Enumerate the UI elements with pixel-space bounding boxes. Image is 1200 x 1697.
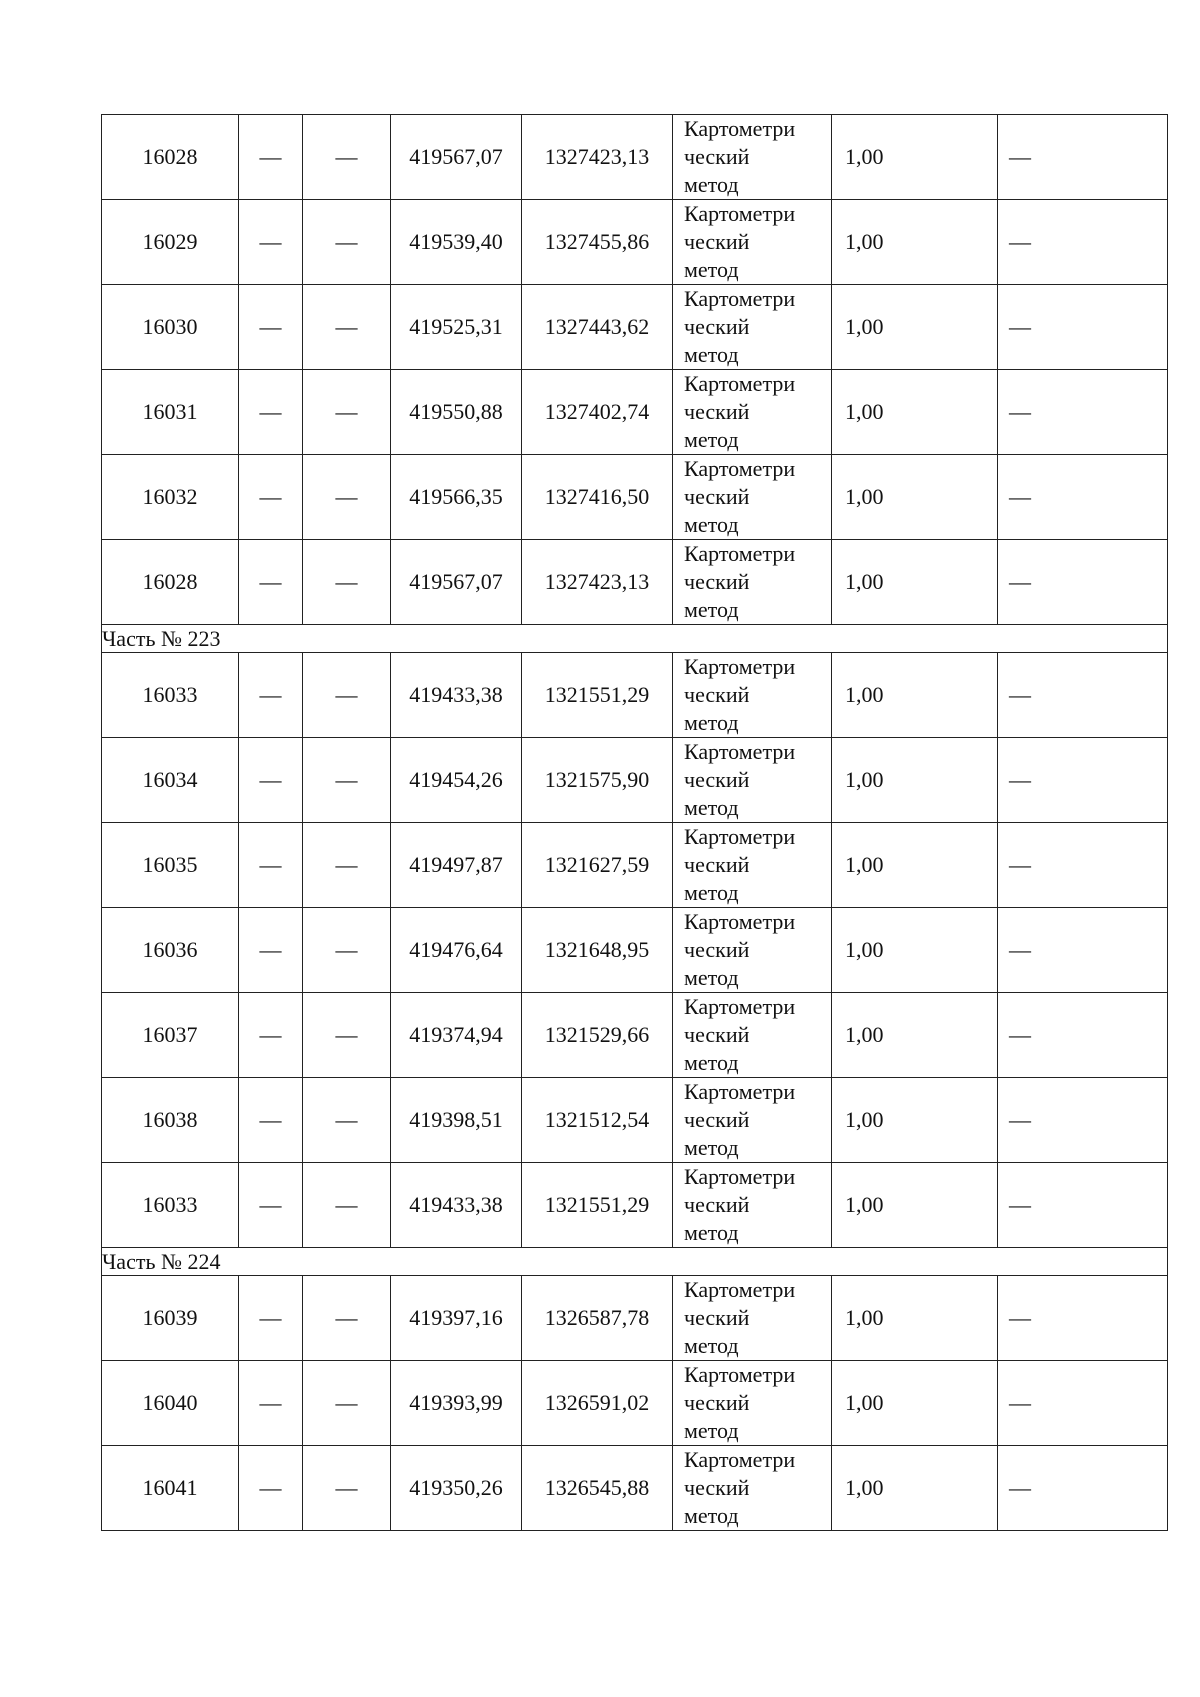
method-text-line: Картометри xyxy=(684,824,796,849)
method-cell xyxy=(673,908,832,993)
method-text-line: Картометри xyxy=(684,116,796,141)
point-number-cell: 16033 xyxy=(102,1163,239,1248)
accuracy-cell: 1,00 xyxy=(832,1078,998,1163)
column-2-cell: — xyxy=(239,823,303,908)
table-row xyxy=(102,738,1168,823)
table-body xyxy=(102,115,1168,1531)
point-number-cell: 16028 xyxy=(102,540,239,625)
method-text-line: ческий xyxy=(684,1192,750,1217)
method-cell xyxy=(673,285,832,370)
coordinates-table xyxy=(101,114,1168,1531)
column-2-cell: — xyxy=(239,285,303,370)
method-text-line: ческий xyxy=(684,484,750,509)
method-text-line: ческий xyxy=(684,1305,750,1330)
table-row xyxy=(102,653,1168,738)
table-row xyxy=(102,200,1168,285)
method-cell xyxy=(673,200,832,285)
column-8-cell: — xyxy=(998,738,1168,823)
method-text-line: ческий xyxy=(684,399,750,424)
method-text-line: Картометри xyxy=(684,739,796,764)
x-coordinate-cell: 419433,38 xyxy=(391,653,522,738)
method-text-line: ческий xyxy=(684,229,750,254)
y-coordinate-cell: 1326545,88 xyxy=(522,1446,673,1531)
accuracy-cell: 1,00 xyxy=(832,200,998,285)
method-text-line: Картометри xyxy=(684,654,796,679)
point-number-cell: 16037 xyxy=(102,993,239,1078)
column-2-cell: — xyxy=(239,455,303,540)
column-2-cell: — xyxy=(239,908,303,993)
point-number-cell: 16028 xyxy=(102,115,239,200)
point-number-cell: 16040 xyxy=(102,1361,239,1446)
point-number-cell: 16038 xyxy=(102,1078,239,1163)
method-text-line: метод xyxy=(684,1220,739,1245)
y-coordinate-cell: 1321575,90 xyxy=(522,738,673,823)
method-cell xyxy=(673,1163,832,1248)
column-2-cell: — xyxy=(239,200,303,285)
method-text-line: ческий xyxy=(684,1107,750,1132)
method-text-line: метод xyxy=(684,965,739,990)
point-number-cell: 16039 xyxy=(102,1276,239,1361)
column-3-cell: — xyxy=(303,1446,391,1531)
method-text-line: метод xyxy=(684,172,739,197)
table-row xyxy=(102,993,1168,1078)
method-text-line: метод xyxy=(684,1135,739,1160)
method-cell xyxy=(673,1276,832,1361)
method-text-line: Картометри xyxy=(684,909,796,934)
column-3-cell: — xyxy=(303,993,391,1078)
y-coordinate-cell: 1321627,59 xyxy=(522,823,673,908)
method-text-line: Картометри xyxy=(684,541,796,566)
method-cell xyxy=(673,653,832,738)
column-8-cell: — xyxy=(998,285,1168,370)
y-coordinate-cell: 1327443,62 xyxy=(522,285,673,370)
method-text-line: метод xyxy=(684,1503,739,1528)
column-2-cell: — xyxy=(239,1163,303,1248)
column-3-cell: — xyxy=(303,540,391,625)
section-label: Часть № 224 xyxy=(102,1248,1168,1276)
y-coordinate-cell: 1327455,86 xyxy=(522,200,673,285)
x-coordinate-cell: 419497,87 xyxy=(391,823,522,908)
column-3-cell: — xyxy=(303,1163,391,1248)
x-coordinate-cell: 419525,31 xyxy=(391,285,522,370)
method-text-line: метод xyxy=(684,880,739,905)
method-cell xyxy=(673,1078,832,1163)
y-coordinate-cell: 1327402,74 xyxy=(522,370,673,455)
column-8-cell: — xyxy=(998,1446,1168,1531)
accuracy-cell: 1,00 xyxy=(832,653,998,738)
accuracy-cell: 1,00 xyxy=(832,455,998,540)
table-row xyxy=(102,1276,1168,1361)
point-number-cell: 16030 xyxy=(102,285,239,370)
method-text-line: метод xyxy=(684,512,739,537)
x-coordinate-cell: 419567,07 xyxy=(391,540,522,625)
method-text-line: ческий xyxy=(684,682,750,707)
y-coordinate-cell: 1327423,13 xyxy=(522,115,673,200)
method-text-line: метод xyxy=(684,1050,739,1075)
column-2-cell: — xyxy=(239,993,303,1078)
column-2-cell: — xyxy=(239,653,303,738)
column-8-cell: — xyxy=(998,908,1168,993)
column-8-cell: — xyxy=(998,1361,1168,1446)
method-text-line: Картометри xyxy=(684,456,796,481)
x-coordinate-cell: 419350,26 xyxy=(391,1446,522,1531)
y-coordinate-cell: 1321529,66 xyxy=(522,993,673,1078)
method-text-line: Картометри xyxy=(684,1447,796,1472)
method-text-line: метод xyxy=(684,795,739,820)
column-2-cell: — xyxy=(239,370,303,455)
table-row xyxy=(102,1361,1168,1446)
accuracy-cell: 1,00 xyxy=(832,285,998,370)
column-8-cell: — xyxy=(998,455,1168,540)
x-coordinate-cell: 419539,40 xyxy=(391,200,522,285)
method-text-line: Картометри xyxy=(684,201,796,226)
x-coordinate-cell: 419566,35 xyxy=(391,455,522,540)
x-coordinate-cell: 419550,88 xyxy=(391,370,522,455)
point-number-cell: 16032 xyxy=(102,455,239,540)
column-2-cell: — xyxy=(239,738,303,823)
column-3-cell: — xyxy=(303,738,391,823)
method-text-line: ческий xyxy=(684,1390,750,1415)
point-number-cell: 16034 xyxy=(102,738,239,823)
x-coordinate-cell: 419393,99 xyxy=(391,1361,522,1446)
accuracy-cell: 1,00 xyxy=(832,1446,998,1531)
y-coordinate-cell: 1326591,02 xyxy=(522,1361,673,1446)
y-coordinate-cell: 1327416,50 xyxy=(522,455,673,540)
method-text-line: Картометри xyxy=(684,286,796,311)
column-2-cell: — xyxy=(239,540,303,625)
method-text-line: Картометри xyxy=(684,371,796,396)
accuracy-cell: 1,00 xyxy=(832,908,998,993)
method-text-line: Картометри xyxy=(684,1164,796,1189)
method-text-line: ческий xyxy=(684,1022,750,1047)
column-8-cell: — xyxy=(998,1078,1168,1163)
column-8-cell: — xyxy=(998,653,1168,738)
method-text-line: Картометри xyxy=(684,994,796,1019)
y-coordinate-cell: 1321648,95 xyxy=(522,908,673,993)
method-text-line: ческий xyxy=(684,767,750,792)
y-coordinate-cell: 1321512,54 xyxy=(522,1078,673,1163)
x-coordinate-cell: 419397,16 xyxy=(391,1276,522,1361)
method-cell xyxy=(673,1446,832,1531)
column-2-cell: — xyxy=(239,1078,303,1163)
point-number-cell: 16041 xyxy=(102,1446,239,1531)
method-text-line: ческий xyxy=(684,144,750,169)
x-coordinate-cell: 419398,51 xyxy=(391,1078,522,1163)
accuracy-cell: 1,00 xyxy=(832,993,998,1078)
column-8-cell: — xyxy=(998,1276,1168,1361)
column-2-cell: — xyxy=(239,1361,303,1446)
column-8-cell: — xyxy=(998,1163,1168,1248)
table-row xyxy=(102,540,1168,625)
column-3-cell: — xyxy=(303,653,391,738)
x-coordinate-cell: 419567,07 xyxy=(391,115,522,200)
table-row xyxy=(102,1078,1168,1163)
column-3-cell: — xyxy=(303,1078,391,1163)
accuracy-cell: 1,00 xyxy=(832,1163,998,1248)
method-text-line: Картометри xyxy=(684,1277,796,1302)
column-2-cell: — xyxy=(239,1276,303,1361)
accuracy-cell: 1,00 xyxy=(832,370,998,455)
section-header-row xyxy=(102,1248,1168,1276)
accuracy-cell: 1,00 xyxy=(832,823,998,908)
table-row xyxy=(102,455,1168,540)
y-coordinate-cell: 1321551,29 xyxy=(522,653,673,738)
method-cell xyxy=(673,115,832,200)
method-text-line: метод xyxy=(684,1418,739,1443)
accuracy-cell: 1,00 xyxy=(832,540,998,625)
column-3-cell: — xyxy=(303,200,391,285)
point-number-cell: 16031 xyxy=(102,370,239,455)
column-3-cell: — xyxy=(303,455,391,540)
x-coordinate-cell: 419476,64 xyxy=(391,908,522,993)
column-8-cell: — xyxy=(998,115,1168,200)
y-coordinate-cell: 1327423,13 xyxy=(522,540,673,625)
table-row xyxy=(102,1163,1168,1248)
table-row xyxy=(102,1446,1168,1531)
method-text-line: ческий xyxy=(684,1475,750,1500)
method-cell xyxy=(673,823,832,908)
point-number-cell: 16029 xyxy=(102,200,239,285)
table-row xyxy=(102,370,1168,455)
x-coordinate-cell: 419374,94 xyxy=(391,993,522,1078)
method-text-line: метод xyxy=(684,597,739,622)
point-number-cell: 16035 xyxy=(102,823,239,908)
accuracy-cell: 1,00 xyxy=(832,115,998,200)
column-3-cell: — xyxy=(303,285,391,370)
column-8-cell: — xyxy=(998,370,1168,455)
y-coordinate-cell: 1326587,78 xyxy=(522,1276,673,1361)
method-text-line: ческий xyxy=(684,852,750,877)
method-text-line: метод xyxy=(684,257,739,282)
x-coordinate-cell: 419454,26 xyxy=(391,738,522,823)
point-number-cell: 16036 xyxy=(102,908,239,993)
column-3-cell: — xyxy=(303,823,391,908)
column-2-cell: — xyxy=(239,1446,303,1531)
column-3-cell: — xyxy=(303,908,391,993)
column-8-cell: — xyxy=(998,540,1168,625)
accuracy-cell: 1,00 xyxy=(832,1361,998,1446)
table-row xyxy=(102,115,1168,200)
method-text-line: ческий xyxy=(684,314,750,339)
method-text-line: метод xyxy=(684,427,739,452)
table-row xyxy=(102,908,1168,993)
x-coordinate-cell: 419433,38 xyxy=(391,1163,522,1248)
column-3-cell: — xyxy=(303,370,391,455)
method-cell xyxy=(673,1361,832,1446)
column-2-cell: — xyxy=(239,115,303,200)
method-text-line: ческий xyxy=(684,569,750,594)
accuracy-cell: 1,00 xyxy=(832,738,998,823)
method-cell xyxy=(673,738,832,823)
column-8-cell: — xyxy=(998,993,1168,1078)
method-text-line: метод xyxy=(684,342,739,367)
method-cell xyxy=(673,540,832,625)
method-text-line: ческий xyxy=(684,937,750,962)
section-header-row xyxy=(102,625,1168,653)
column-3-cell: — xyxy=(303,1361,391,1446)
method-text-line: метод xyxy=(684,710,739,735)
section-label: Часть № 223 xyxy=(102,625,1168,653)
column-8-cell: — xyxy=(998,823,1168,908)
point-number-cell: 16033 xyxy=(102,653,239,738)
column-3-cell: — xyxy=(303,115,391,200)
method-text-line: Картометри xyxy=(684,1362,796,1387)
column-8-cell: — xyxy=(998,200,1168,285)
method-cell xyxy=(673,993,832,1078)
method-cell xyxy=(673,455,832,540)
y-coordinate-cell: 1321551,29 xyxy=(522,1163,673,1248)
table-row xyxy=(102,285,1168,370)
method-cell xyxy=(673,370,832,455)
accuracy-cell: 1,00 xyxy=(832,1276,998,1361)
column-3-cell: — xyxy=(303,1276,391,1361)
table-row xyxy=(102,823,1168,908)
method-text-line: метод xyxy=(684,1333,739,1358)
method-text-line: Картометри xyxy=(684,1079,796,1104)
